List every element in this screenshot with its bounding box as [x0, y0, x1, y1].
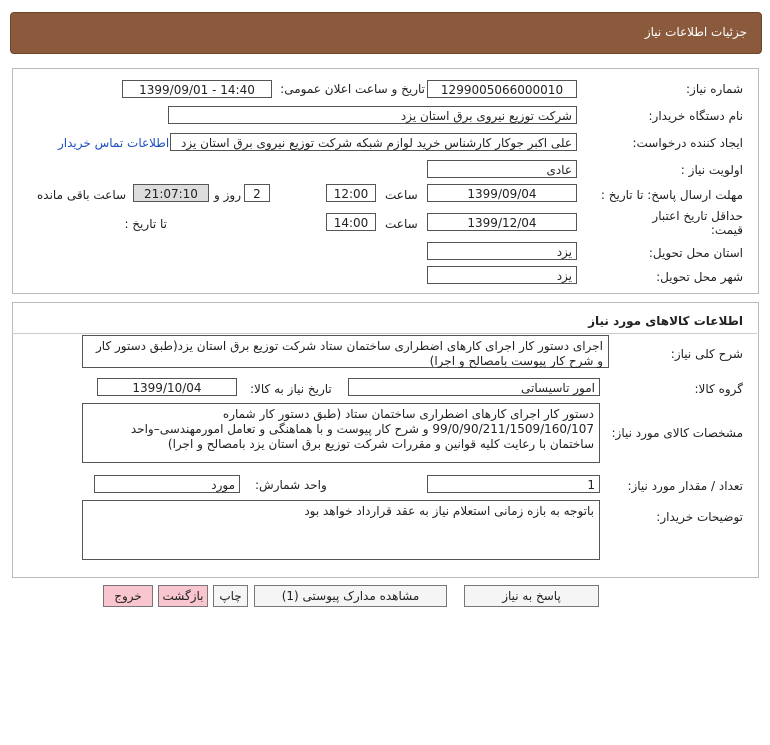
announce-field: 1399/09/01 - 14:40: [122, 80, 272, 98]
days-remaining-field: 2: [244, 184, 270, 202]
page-title: جزئیات اطلاعات نیاز: [644, 25, 747, 39]
creator-label: ایجاد کننده درخواست:: [632, 136, 743, 150]
goods-section-title: اطلاعات کالاهای مورد نیاز: [588, 314, 743, 328]
validity-time-field: 14:00: [326, 213, 376, 231]
deadline-label: مهلت ارسال پاسخ: تا تاریخ :: [600, 188, 743, 202]
group-label: گروه کالا:: [694, 382, 743, 396]
validity-label-2: قیمت:: [710, 223, 743, 237]
print-button[interactable]: چاپ: [213, 585, 248, 607]
unit-field: مورد: [94, 475, 240, 493]
creator-field: علی اکبر جوکار کارشناس خرید لوازم شبکه شرکت توزیع نیروی برق استان یزد: [170, 133, 577, 151]
buyer-label: نام دستگاه خریدار:: [648, 109, 743, 123]
group-field: امور تاسیساتی: [348, 378, 600, 396]
validity-date-field: 1399/12/04: [427, 213, 577, 231]
page-header: [10, 12, 762, 54]
days-label: روز و: [214, 188, 241, 202]
summary-field: اجرای دستور کار اجرای کارهای اضطراری ساختمان ستاد شرکت توزیع برق استان یزد(طبق دستور کار و شرح کار پیوست بامصالح و اجرا): [82, 335, 609, 368]
view-attachments-button[interactable]: مشاهده مدارک پیوستی (1): [254, 585, 447, 607]
city-label: شهر محل تحویل:: [656, 270, 743, 284]
spec-label: مشخصات کالای مورد نیاز:: [611, 426, 743, 440]
need-date-label: تاریخ نیاز به کالا:: [250, 382, 332, 396]
validity-label-1: حداقل تاریخ اعتبار: [652, 209, 743, 223]
spec-field: دستور کار اجرای کارهای اضطراری ساختمان ستاد (طبق دستور کار شماره 99/0/90/211/1509/160/107 و شرح کار پیوست و با هماهنگی و تعامل امورمهندسی–واحد ساختمان با رعایت کلیه قوانین و مقررات شرکت توزیع برق استان یزد بامصالح و اجرا): [82, 403, 600, 463]
validity-time-label: ساعت: [385, 217, 418, 231]
notes-label: توضیحات خریدار:: [656, 510, 743, 524]
need-date-field: 1399/10/04: [97, 378, 237, 396]
need-number-field: 1299005066000010: [427, 80, 577, 98]
announce-label: تاریخ و ساعت اعلان عمومی:: [280, 82, 425, 96]
city-field: یزد: [427, 266, 577, 284]
exit-button[interactable]: خروج: [103, 585, 153, 607]
quantity-field: 1: [427, 475, 600, 493]
buyer-notes-field: باتوجه به بازه زمانی استعلام نیاز به عقد قرارداد خواهد بود: [82, 500, 600, 560]
back-button[interactable]: بازگشت: [158, 585, 208, 607]
buyer-field: شرکت توزیع نیروی برق استان یزد: [168, 106, 577, 124]
remaining-time-field: 21:07:10: [133, 184, 209, 202]
priority-field: عادی: [427, 160, 577, 178]
deadline-time-field: 12:00: [326, 184, 376, 202]
province-label: استان محل تحویل:: [648, 246, 743, 260]
province-field: یزد: [427, 242, 577, 260]
need-number-label: شماره نیاز:: [686, 82, 743, 96]
remaining-label: ساعت باقی مانده: [37, 188, 127, 202]
validity-to-label: تا تاریخ :: [124, 217, 167, 231]
need-info-panel: [12, 68, 759, 294]
section-divider: [12, 333, 757, 334]
deadline-date-field: 1399/09/04: [427, 184, 577, 202]
unit-label: واحد شمارش:: [255, 478, 327, 492]
quantity-label: تعداد / مقدار مورد نیاز:: [627, 479, 743, 493]
priority-label: اولویت نیاز :: [680, 163, 743, 177]
summary-label: شرح کلی نیاز:: [670, 347, 743, 361]
deadline-time-label: ساعت: [385, 188, 418, 202]
reply-button[interactable]: پاسخ به نیاز: [464, 585, 599, 607]
buyer-contact-link[interactable]: اطلاعات تماس خریدار: [58, 136, 170, 150]
